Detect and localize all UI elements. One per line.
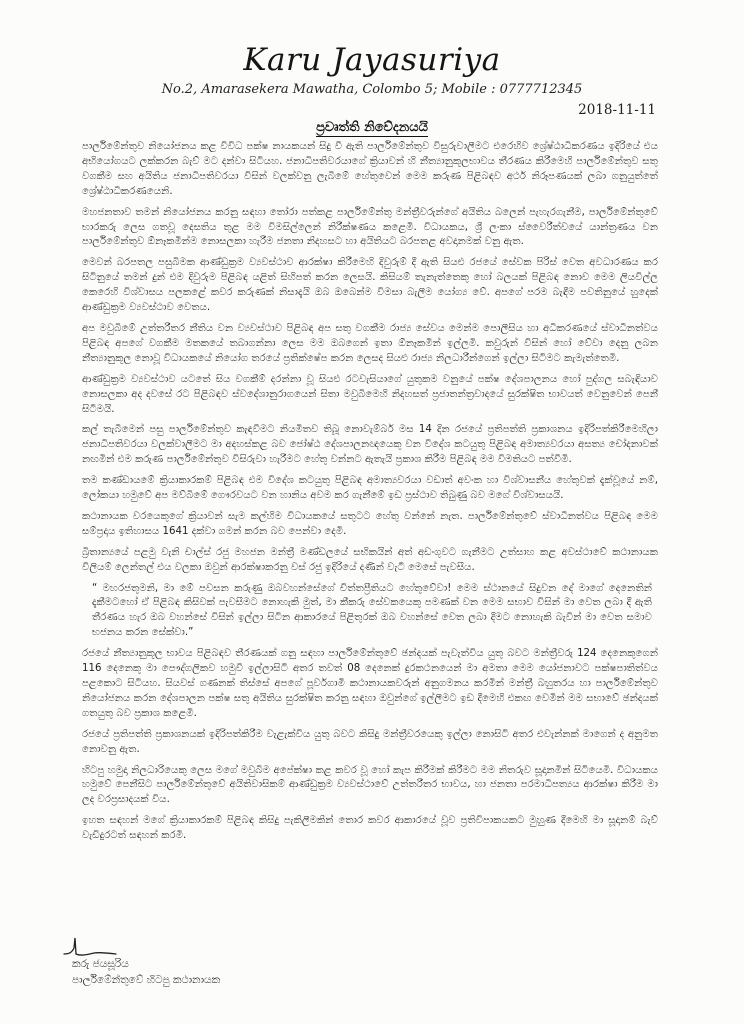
document-heading-text: ප්‍රවෘත්ති නිවේදනයයි — [316, 120, 428, 135]
paragraph: ආණ්ඩුක්‍රම ව්‍යවස්ථාව යටතේ සිය වගකීම් දරන්නා වූ සියළු රටවැසියාගේ යුතුකම වනුයේ පක්ෂ දේශපාලනය හෝ පුද්ගල සබැඳියාව නොසලකා අද දවසේ රට පිළිබඳව ස්වදේශානුරාගයෙන් සිතා මවුබිමෙහි නිදහසත් ප්‍රජාතන්ත්‍රවාදයේ සුරක්ෂිත භාවයත් වෙනුවෙන් පෙනී සිටීමයි. — [82, 373, 658, 415]
letterhead-address: No.2, Amarasekera Mawatha, Colombo 5; Mobile : 0777712345 — [161, 82, 583, 97]
paragraph: බ්‍රිතාන්‍යයේ පළමු වැනි චාල්ස් රජු මහජන මන්ත්‍රී මණ්ඩලයේ සභිකයින් අත් අඩංගුවට ගැනීමට උත්සාහ කළ අවස්ථාවේ කථානායක විලියම් ලෙන්තල් එය වලකා ඔවුන් ආරක්ෂාකරනු වස් රජු ඉදිරියේ දණින් වැටී මෙසේ පැවසීය. — [82, 546, 658, 573]
paragraph: මෙවන් බරපතල පසුබිමක ආණ්ඩුක්‍රම ව්‍යවස්ථාව ආරක්ෂා කිරීමෙහි දිවුරුම් දී ඇති සියළු රජයේ සේවක පිරිස් වෙත අවධාරණය කර සිටිනුයේ තමන් දුන් එම දිවුරුම පිළිබඳ යළිත් සිහිපත් කරන ලෙසයි. කිසියම් තැනැත්තෙකු හෝ බලයක් පිළිබඳ නොව මෙම ලියවිල්ල කෙරෙහි විශ්වාසය පලකළේ කවර කරුණක් නිසාදැයි ඔබ ඔබෙන්ම විමසා බැලීම යෝග්‍ය වේ. අපගේ පරම බැඳීම පවතිනුයේ හුදෙක් ආණ්ඩුක්‍රම ව්‍යවස්ථාව වෙතය. — [82, 257, 658, 314]
paragraph: පාර්ලිමේන්තුව නියෝජනය කළ විවිධ පක්ෂ නායකයන් සිදු වී ඇති පාර්ලිමේන්තුව විසුරුවාලීමට එරෙහිව ශ්‍රේෂ්ඨාධිකරණය ඉදිරියේ එය අභියෝගයට ලක්කරන බැව් මට දන්වා සිටියහ. ජනාධිපතිවරයාගේ ක්‍රියාවන් හි නීත්‍යානුකූලභාවය තීරණය කිරීමෙහි පාර්ලිමේන්තුව සතු වගකීම සහ අයිතිය ජනාධිපතිවරයා විසින් වලක්වනු ලැබීමේ හේතුවෙන් මෙම කරුණ පිළිබඳව අර්ථ නිරූපණයක් ලබා ගනුයුත්තේ ශ්‍රේෂ්ඨාධිකරණයෙනි. — [82, 141, 658, 197]
document-body — [82, 140, 658, 850]
paragraph: ඉහත සඳහන් මගේ ක්‍රියාකාරකම් පිළිබඳ කිසිදු පැකිලීමකින් තොර කවර ආකාරයේ වූව ප්‍රතිවිපාකයකට මුහුණ දීමෙහි මා සූදානම් බැව් වැඩිදුරටත් සඳහන් කරමි. — [82, 815, 658, 842]
paragraph: කල් තැබීමෙන් පසු පාර්ලිමේන්තුව කැඳවීමට නියමිතව තිබූ නොවැම්බර් මස 14 දින රජයේ ප්‍රතිපත්ති ප්‍රකාශනය ඉදිරිපත්කිරීමෙහිලා ජනාධිපතිවරයා වලක්වාලීමට මා අදහස්කළ බව ජෝෂ්ඨ දේශපාලනඥයෙකු වන විදේශ කටයුතු පිළිබඳ අමාත්‍යවරයා අසත්‍ය චෝදනාවක් නඟමින් එම කරුණ පාර්ලිමේන්තුව විසිරුවා හැරීමට හේතු වන්නට ඇතැයි ප්‍රකාශ කිරීම පිළිබඳ මම විමතියට පත්වීමි. — [82, 424, 658, 466]
paragraph: කථානායක වරයෙකුගේ ක්‍රියාවන් සැම කල්හිම විධායකයේ සතුටට හේතු වන්නේ නැත. පාර්ලිමේන්තුවේ ස්වාධීනත්වය පිළිබඳ මෙම සම්ප්‍රදාය ඉතිහාසය 1641 දක්වා ගමන් කරන බව පෙන්වා දෙමි. — [82, 510, 658, 537]
document-heading — [0, 120, 744, 135]
paragraph: රජයේ නීත්‍යානුකූල භාවය පිළිබඳව තීරණයක් ගනු සඳහා පාර්ලිමේන්තුවේ ඡන්දයක් පැවැත්විය යුතු බවට මන්ත්‍රීවරු 124 දෙනෙකුගෙන් 116 දෙනෙකු මා පෞද්ගලිකව හමුවී ඉල්ලාසිටී අතර තවත් 08 දෙනෙක් දුරකථනයෙන් මා අමතා මෙම යෝජනාවට පක්ෂපාතිත්වය පළකොට සිටියහ. සියවස් ගණනක් තිස්සේ අපගේ පූර්වගාමී කථානායකවරුන් අනුගමනය කරමින් මන්ත්‍රී බහුතරය හා පාර්ලිමේන්තුව නියෝජනය කරන දේශපාලන පක්ෂ සතු අයිතිය සුරක්ෂිත කරනු සඳහා ඔවුන්ගේ ඉල්ලීමට ඉඩ දීමෙහි එකඟ වෙමින් මම සභාවේ ඡන්දයක් ගතයුතු බව ප්‍රකාශ කළෙමි. — [82, 648, 658, 719]
handwritten-signature — [60, 934, 120, 960]
paragraph: තම කණ්ඩායමේ ක්‍රියාකාරකම් පිළිබඳ එම විදේශ කටයුතු පිළිබඳ අමාත්‍යවරයා වඩාත් අවංක හා විශ්වාසනීය හේතුවක් දැක්වූයේ නම්, ලෝකයා හමුවේ අප මව්බිමේ ගෞරවයට වන හානිය අවම කර ගැනීමේ ඉඩ ප්‍රස්ථාව තිබුණු බව මගේ විශ්වාසයයි. — [82, 475, 658, 502]
paragraph: අප මවුබිමේ උත්තරීතර නීතිය වන ව්‍යවස්ථාව පිළිබඳ අප සතු වගකීම රාජ්‍ය සේවය මෙන්ම පොලීසිය හා අධිකරණයේ ස්වාධීනත්වය පිළිබඳ අපගේ වගකීම මතකයේ තබාගන්නා ලෙස මම ඔබගෙන් ඉතා ඕනෑකමින් ඉල්ලමි. කවුරුන් විසින් හෝ වේවා දෙනු ලබන නීත්‍යානුකූල නොවූ විධායකයේ නියෝග තරයේ ප්‍රතික්ෂේප කරන ලෙසද සියළු රාජ්‍ය නිලධාරීන්ගෙන් ඉල්ලා සිටිමට කැමැත්තෙමි. — [82, 322, 658, 364]
signer-title: පාර්ලිමේන්තුවේ හිටපු කථානායක — [72, 974, 221, 986]
quoted-paragraph: “ මහරජතුමනි, මා මේ පවසන කරුණු ඔබවහන්සේගේ චිත්තප්‍රීතියට හේතුවේවා! මෙම ස්ථානයේ සිදුවන දේ මාගේ දෙනෙතින් දැකීමටහෝ ඒ පිළිබඳ කිසිවක් පැවසීමට නොහැකි මුත්, මා කීකරු සේවකයෙකු පමණක් වන මෙම සභාව විසින් මා වෙත ලබා දී ඇති තීරණය හැර ඔබ වහන්සේ විසින් ඉල්ලා සිටින ආකාරයේ පිළිතුරක් ඔබ වහන්සේ වෙත ලබා දීමට නොහැකි බැවින් මා වෙත සමාව භජනය කරන සේක්වා.” — [92, 582, 652, 639]
paragraph: හිටපු හමුදා නිලධාරියෙකු ලෙස මගේ මවුබිම අපේක්ෂා කළ කවර වූ හෝ කැප කිරීමක් කිරීමට මම නිතරුව සූදානමින් සිටියෙමි. විධායකය හමුවේ පෙනීසිට පාර්ලිමේන්තුවේ අයිතිවාසිකම් ආණ්ඩුක්‍රම ව්‍යවස්ථාවේ උත්තරීතර භාවය, හා ජනතා පරමාධිපත්‍යය ආරක්ෂා කිරීම මා ලද වරප්‍රසාදයක් විය. — [82, 764, 658, 806]
letterhead-name: Karu Jayasuriya — [243, 42, 501, 78]
paragraph: රජයේ ප්‍රතිපත්ති ප්‍රකාශනයක් ඉදිරිපත්කිරීම වැළැක්විය යුතු බවට කිසිදු මන්ත්‍රීවරයෙකු ඉල්ලා නොසිටි අතර එවැන්නක් මාගෙන් ද අනුමත නොවනු ඇත. — [82, 728, 658, 755]
paragraph: මහජනතාව තමන් නියෝජනය කරනු සඳහා තෝරා පත්කළ පාර්ලිමේන්තු මන්ත්‍රීවරුන්ගේ අයිතිය බලෙන් පැහැරගැනීම, පාර්ලිමේන්තුවේ භාරකරු ලෙස ගතවූ දෙසතිය තුළ මම විමසිල්ලෙන් නිරීක්ෂණය කළෙමි. විධායකය, ශ්‍රී ලංකා ස්වෛරීත්වයේ යාන්ත්‍රණය වන පාර්ලිමේන්තුව ඕනෑකමින්ම නොසලකා හැරීම ජනතා නිදහසට හා අයිතියට බරපතළ අවදානමක් වනු ඇත. — [82, 206, 658, 248]
signer-name: කරු ජයසූරිය — [72, 958, 129, 970]
document-date: 2018-11-11 — [578, 102, 656, 118]
